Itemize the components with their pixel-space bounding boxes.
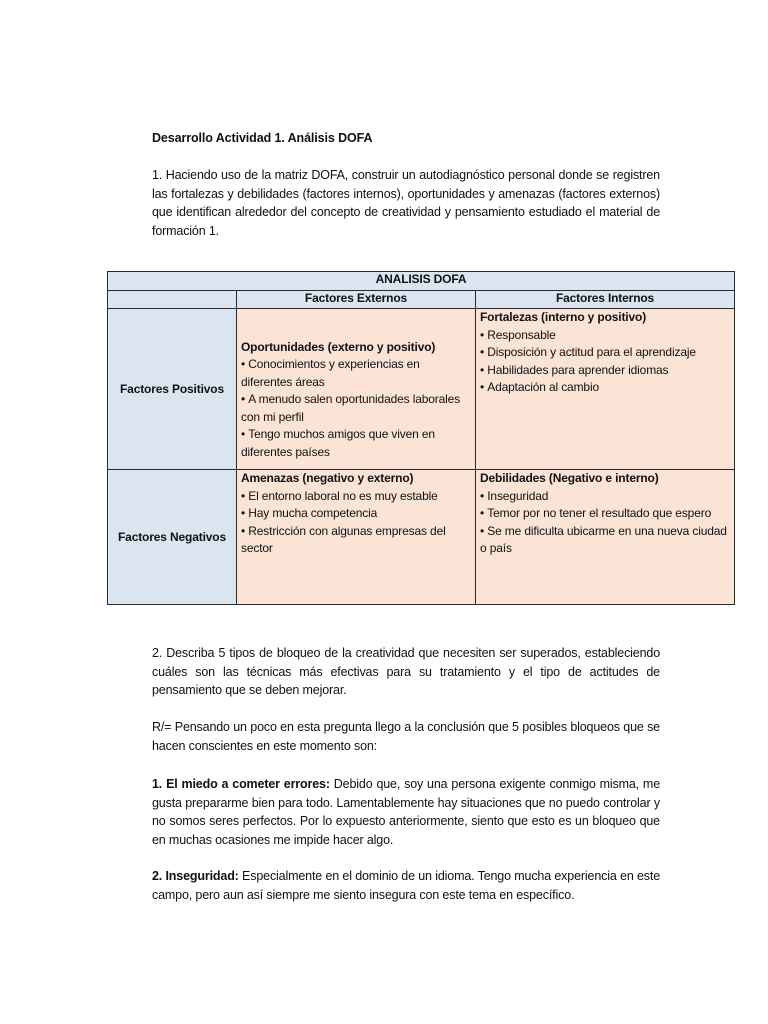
fortalezas-cell xyxy=(476,309,735,470)
blocker-item-2-text: Especialmente en el dominio de un idioma. Tengo mucha experiencia en este campo, pero aun así siempre me siento insegura con este tema en específico. xyxy=(152,869,661,902)
fortalezas-title: Fortalezas (interno y positivo) xyxy=(480,310,647,324)
row-label-negativos: Factores Negativos xyxy=(108,470,237,605)
debilidades-title: Debilidades (Negativo e interno) xyxy=(480,471,659,485)
header-factores-internos: Factores Internos xyxy=(476,291,735,309)
question-1-paragraph: 1. Haciendo uso de la matriz DOFA, construir un autodiagnóstico personal donde se registren las fortalezas y debilidades (factores internos), oportunidades y amenazas (factores externos) que identifican alrededor del concepto de creatividad y pensamiento estudiado el material de formación 1. xyxy=(152,168,660,238)
fortalezas-item: • Responsable xyxy=(480,327,730,345)
blocker-item-1-lead: 1. El miedo a cometer errores: xyxy=(152,777,330,791)
dofa-table xyxy=(107,271,735,605)
empty-header-cell xyxy=(108,291,237,309)
oportunidades-item: • Conocimientos y experiencias en diferentes áreas xyxy=(241,356,471,391)
header-factores-externos: Factores Externos xyxy=(237,291,476,309)
fortalezas-item: • Habilidades para aprender idiomas xyxy=(480,362,730,380)
blocker-item-1 xyxy=(152,775,660,849)
amenazas-item: • El entorno laboral no es muy estable xyxy=(241,488,471,506)
blocker-item-2-lead: 2. Inseguridad: xyxy=(152,869,239,883)
debilidades-item: • Se me dificulta ubicarme en una nueva ciudad o país xyxy=(480,523,730,558)
debilidades-item: • Inseguridad xyxy=(480,488,730,506)
oportunidades-cell xyxy=(237,309,476,470)
answer-intro-paragraph: R/= Pensando un poco en esta pregunta llego a la conclusión que 5 posibles bloqueos que se hacen conscientes en este momento son: xyxy=(152,720,660,753)
debilidades-cell xyxy=(476,470,735,605)
question-2-paragraph: 2. Describa 5 tipos de bloqueo de la creatividad que necesiten ser superados, estableciendo cuáles son las técnicas más efectivas para su tratamiento y el tipo de actitudes de pensamiento que se deben mejorar. xyxy=(152,646,660,698)
debilidades-item: • Temor por no tener el resultado que espero xyxy=(480,505,730,523)
fortalezas-item: • Adaptación al cambio xyxy=(480,379,730,397)
oportunidades-item: • Tengo muchos amigos que viven en diferentes países xyxy=(241,426,471,461)
oportunidades-title: Oportunidades (externo y positivo) xyxy=(241,339,436,354)
amenazas-title: Amenazas (negativo y externo) xyxy=(241,471,414,485)
document-heading: Desarrollo Actividad 1. Análisis DOFA xyxy=(152,131,373,145)
amenazas-item: • Restricción con algunas empresas del sector xyxy=(241,523,471,558)
row-label-positivos: Factores Positivos xyxy=(108,309,237,470)
oportunidades-item: • A menudo salen oportunidades laborales con mi perfil xyxy=(241,391,471,426)
amenazas-item: • Hay mucha competencia xyxy=(241,505,471,523)
dofa-table-title: ANALISIS DOFA xyxy=(108,272,735,291)
amenazas-cell xyxy=(237,470,476,605)
blocker-item-1-text: Debido que, soy una persona exigente conmigo misma, me gusta prepararme bien para todo. Lamentablemente hay situaciones que no puedo controlar y no somos seres perfectos. Por lo expuesto anteriormente, siento que esto es un bloqueo que en muchas ocasiones me impide hacer algo. xyxy=(152,777,660,847)
blocker-item-2 xyxy=(152,867,660,904)
fortalezas-item: • Disposición y actitud para el aprendizaje xyxy=(480,344,730,362)
